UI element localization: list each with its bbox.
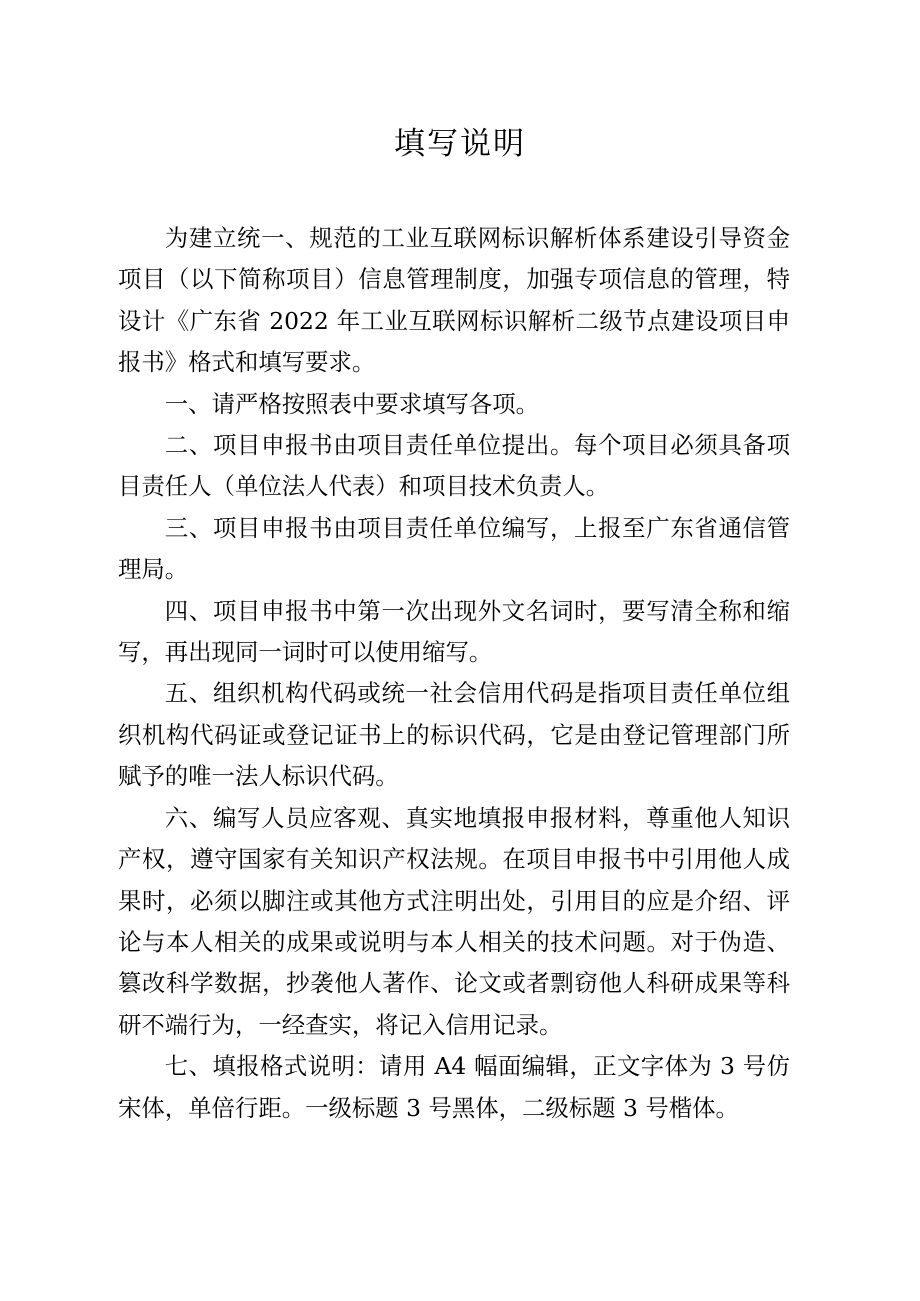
paragraph-item-5: 五、组织机构代码或统一社会信用代码是指项目责任单位组织机构代码证或登记证书上的标识代码，它是由登记管理部门所赋予的唯一法人标识代码。 bbox=[118, 679, 790, 791]
paragraph-item-6: 六、编写人员应客观、真实地填报申报材料，尊重他人知识产权，遵守国家有关知识产权法规。在项目申报书中引用他人成果时，必须以脚注或其他方式注明出处，引用目的应是介绍、评论与本人相关的成果或说明与本人相关的技术问题。对于伪造、篡改科学数据，抄袭他人著作、论文或者剽窃他人科研成果等科研不端行为，一经查实，将记入信用记录。 bbox=[118, 803, 790, 1039]
paragraph-item-7: 七、填报格式说明：请用 A4 幅面编辑，正文字体为 3 号仿宋体，单倍行距。一级标题 3 号黑体，二级标题 3 号楷体。 bbox=[118, 1052, 790, 1122]
paragraph-item-4: 四、项目申报书中第一次出现外文名词时，要写清全称和缩写，再出现同一词时可以使用缩写。 bbox=[118, 596, 790, 667]
paragraph-item-3: 三、项目申报书由项目责任单位编写，上报至广东省通信管理局。 bbox=[118, 513, 790, 584]
document-body bbox=[118, 218, 790, 1129]
paragraph-item-2: 二、项目申报书由项目责任单位提出。每个项目必须具备项目责任人（单位法人代表）和项目技术负责人。 bbox=[118, 431, 790, 501]
page-title: 填写说明 bbox=[394, 126, 526, 162]
paragraph-item-1: 一、请严格按照表中要求填写各项。 bbox=[164, 389, 540, 418]
paragraph-intro: 为建立统一、规范的工业互联网标识解析体系建设引导资金项目（以下简称项目）信息管理制度，加强专项信息的管理，特设计《广东省 2022 年工业互联网标识解析二级节点建设项目申报书》格式和填写要求。 bbox=[118, 224, 790, 377]
